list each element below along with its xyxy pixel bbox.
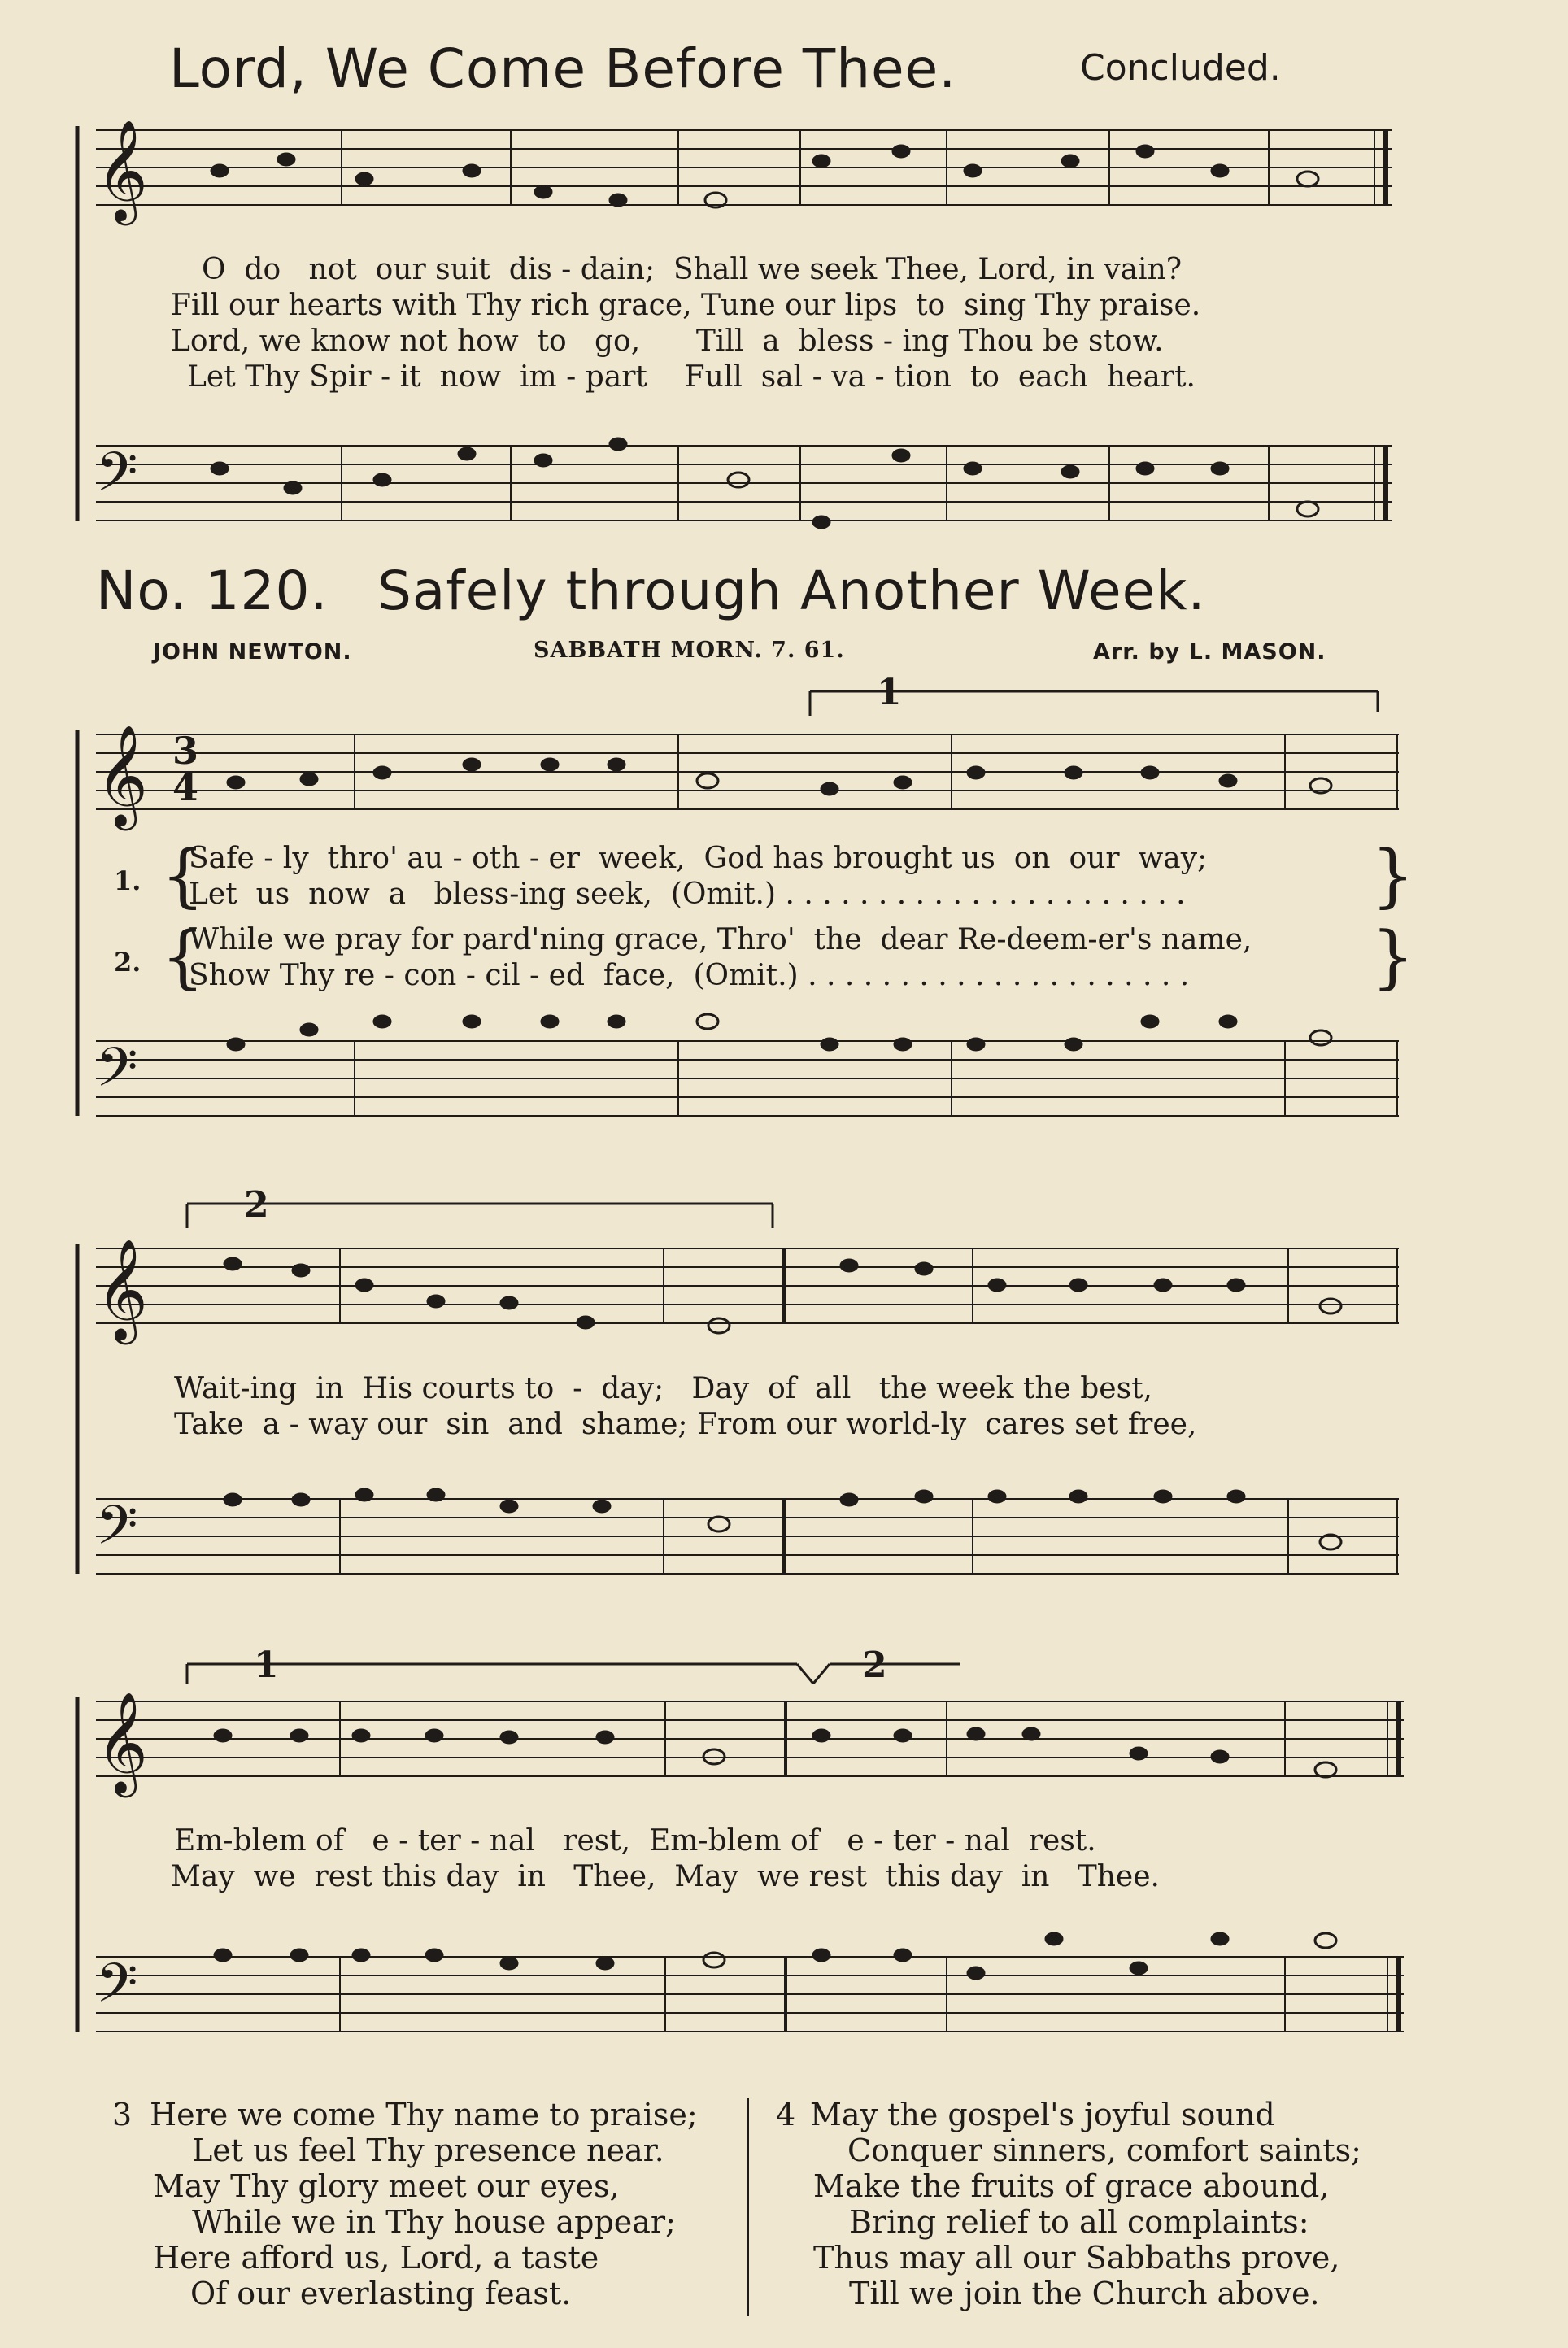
system2-lyric-line-1: Wait-ing in His courts to - day; Day of all the week the best, [174, 1372, 1152, 1405]
system1-lyric-line-1: Safe - ly thro' au - oth - er week, God has brought us on our way; [189, 842, 1208, 875]
brace-right-1: } [1371, 835, 1415, 915]
system3-treble-notes [214, 1727, 1336, 1777]
top-treble-notes [211, 145, 1318, 207]
system1-lyric-line-3: While we pray for pard'ning grace, Thro' the dear Re-deem-er's name, [189, 923, 1252, 956]
first-ending-number: 1 [877, 672, 902, 713]
brace-right-2: } [1371, 917, 1415, 996]
system1-lyric-line-4: Show Thy re - con - cil - ed face, (Omit.) . . . . . . . . . . . . . . . . . . . . . [189, 959, 1190, 992]
system3-second-ending-number: 2 [862, 1644, 887, 1686]
verse-number-2: 2. [114, 947, 142, 978]
time-signature-bottom: 4 [172, 765, 199, 809]
stanza-divider [747, 2098, 749, 2316]
svg-text:𝄢: 𝄢 [96, 1952, 138, 2028]
stanza-4-line-6: Till we join the Church above. [849, 2276, 1320, 2311]
svg-text:𝄢: 𝄢 [96, 1494, 138, 1570]
system3-lyric-line-2: May we rest this day in Thee, May we rest this day in Thee. [171, 1860, 1160, 1893]
top-lyric-line-4: Let Thy Spir - it now im - part Full sal - va - tion to each heart. [187, 360, 1196, 394]
svg-text:𝄞: 𝄞 [96, 725, 148, 826]
top-lyric-line-1: O do not our suit dis - dain; Shall we seek Thee, Lord, in vain? [202, 253, 1183, 286]
time-signature-top: 3 [172, 729, 199, 773]
stanza-4-line-4: Bring relief to all complaints: [849, 2204, 1309, 2240]
system3-bass-staff [96, 1952, 1404, 2032]
system1-bass-notes [227, 1014, 1331, 1051]
hymn-tune: SABBATH MORN. 7. 61. [534, 638, 845, 663]
hymn-title: Safely through Another Week. [377, 560, 1206, 622]
stanza-4-line-2: Conquer sinners, comfort saints; [847, 2132, 1361, 2168]
brace-left-1: { [161, 835, 205, 915]
svg-text:𝄢: 𝄢 [96, 1036, 138, 1112]
stanza-3-line-5: Here afford us, Lord, a taste [153, 2240, 599, 2276]
system1-lyric-line-2: Let us now a bless-ing seek, (Omit.) . . . . . . . . . . . . . . . . . . . . . . [189, 878, 1186, 911]
stanza-3-line-6: Of our everlasting feast. [190, 2276, 572, 2311]
svg-text:𝄞: 𝄞 [96, 120, 148, 221]
svg-text:𝄞: 𝄞 [96, 1239, 148, 1340]
system1-bass-staff [96, 1036, 1399, 1116]
top-lyric-line-3: Lord, we know not how to go, Till a bless - ing Thou be stow. [171, 325, 1164, 358]
brace-left-2: { [161, 917, 205, 996]
stanza-3-line-2: Let us feel Thy presence near. [192, 2132, 664, 2168]
stanza-3-line-1: Here we come Thy name to praise; [150, 2097, 698, 2132]
stanza-4-line-3: Make the fruits of grace abound, [813, 2168, 1330, 2204]
hymn-author: JOHN NEWTON. [153, 639, 352, 664]
second-ending-number: 2 [244, 1184, 269, 1226]
hymn-number: No. 120. [96, 560, 329, 622]
stanza-3-line-4: While we in Thy house appear; [192, 2204, 676, 2240]
top-lyric-line-2: Fill our hearts with Thy rich grace, Tune our lips to sing Thy praise. [171, 289, 1201, 322]
stanza-3-number: 3 [112, 2097, 133, 2132]
svg-text:𝄢: 𝄢 [96, 441, 138, 516]
top-bass-staff [96, 441, 1392, 521]
svg-text:𝄞: 𝄞 [96, 1692, 148, 1793]
top-hymn-title: Lord, We Come Before Thee. [169, 37, 957, 100]
top-hymn-subtitle: Concluded. [1080, 47, 1281, 89]
stanza-3-line-3: May Thy glory meet our eyes, [153, 2168, 620, 2204]
system2-lyric-line-2: Take a - way our sin and shame; From our world-ly cares set free, [174, 1408, 1197, 1441]
stanza-4-number: 4 [776, 2097, 796, 2132]
system2-bass-staff [96, 1494, 1399, 1574]
stanza-4-line-1: May the gospel's joyful sound [810, 2097, 1275, 2132]
stanza-4-line-5: Thus may all our Sabbaths prove, [813, 2240, 1340, 2276]
verse-number-1: 1. [114, 865, 142, 896]
system3-lyric-line-1: Em-blem of e - ter - nal rest, Em-blem of e - ter - nal rest. [174, 1824, 1096, 1858]
hymn-arranger: Arr. by L. MASON. [1093, 639, 1326, 664]
system3-first-ending-number: 1 [254, 1644, 279, 1686]
